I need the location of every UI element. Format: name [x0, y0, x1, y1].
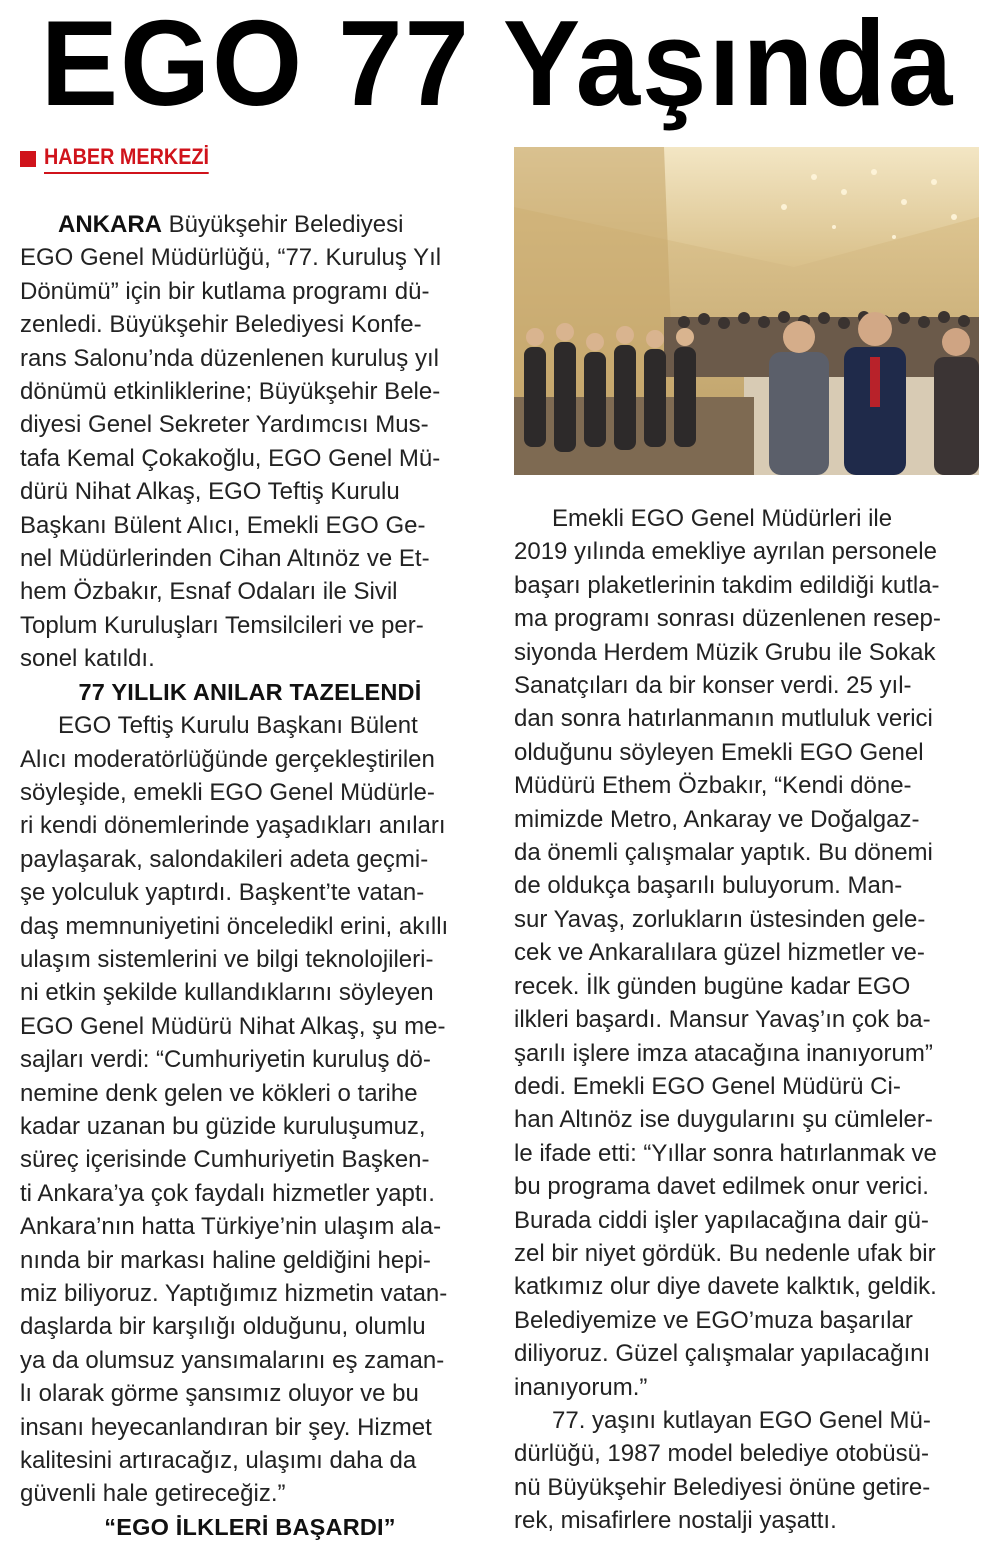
- text-line: ulaşım sistemlerini ve bilgi teknolojileri-: [20, 945, 434, 973]
- subheading-ilkleri: “EGO İLKLERİ BAŞARDI”: [104, 1513, 396, 1540]
- text-line: olduğunu söyleyen Emekli EGO Genel: [514, 738, 924, 766]
- text-line: miz biliyoruz. Yaptığımız hizmetin vatan-: [20, 1280, 448, 1307]
- text-line: Müdürü Ethem Özbakır, “Kendi döne-: [514, 772, 912, 800]
- text-line: şarılı işlere imza atacağına inanıyorum”: [514, 1039, 933, 1067]
- text-line: Belediyemize ve EGO’muza başarılar: [514, 1306, 913, 1334]
- text-line: zenledi. Büyükşehir Belediyesi Konfe-: [20, 311, 422, 339]
- text-line: daş memnuniyetini önceledikl erini, akıllı: [20, 912, 449, 940]
- text-line: Burada ciddi işler yapılacağına dair gü-: [514, 1206, 929, 1234]
- text-line: tafa Kemal Çokakoğlu, EGO Genel Mü-: [20, 444, 441, 472]
- text-line: 2019 yılında emekliye ayrılan personele: [514, 538, 937, 566]
- paragraph-3-first-line: Emekli EGO Genel Müdürleri ile: [552, 505, 893, 532]
- text-line: lı olarak görme şansımız oluyor ve bu: [20, 1380, 419, 1408]
- text-line: ma programı sonrası düzenlenen resep-: [514, 605, 941, 633]
- text-line: hem Özbakır, Esnaf Odaları ile Sivil: [20, 578, 398, 606]
- subheading-anilar: 77 YILLIK ANILAR TAZELENDİ: [78, 678, 422, 705]
- lead-first-line-rest: Büyükşehir Belediyesi: [162, 211, 404, 238]
- paragraph-4: [514, 1437, 974, 1537]
- text-line: dönümü etkinliklerine; Büyükşehir Bele-: [20, 378, 441, 406]
- text-line: diliyoruz. Güzel çalışmalar yapılacağını: [514, 1340, 931, 1368]
- text-line: söyleşide, emekli EGO Genel Müdürle-: [20, 778, 435, 806]
- text-line: siyonda Herdem Müzik Grubu ile Sokak: [514, 638, 936, 666]
- text-line: güvenli hale getireceğiz.”: [20, 1480, 286, 1508]
- event-photo: [514, 147, 979, 475]
- text-line: recek. İlk günden bugüne kadar EGO: [514, 972, 911, 1000]
- text-line: dürü Nihat Alkaş, EGO Teftiş Kurulu: [20, 478, 400, 506]
- text-line: rek, misafirlere nostalji yaşattı.: [514, 1507, 837, 1535]
- text-line: da önemli çalışmalar yaptık. Bu dönemi: [514, 839, 933, 867]
- text-line: han Altınöz ise duygularını şu cümleler-: [514, 1106, 933, 1134]
- text-line: nü Büyükşehir Belediyesi önüne getire-: [514, 1473, 931, 1501]
- text-line: katkımız olur diye davete kalktık, geldik.: [514, 1273, 937, 1301]
- text-line: diyesi Genel Sekreter Yardımcısı Mus-: [20, 411, 429, 439]
- text-line: Dönümü” için bir kutlama programı dü-: [20, 277, 430, 305]
- section-square-icon: [20, 151, 36, 167]
- lead-first-line: [20, 208, 480, 241]
- text-line: başarı plaketlerinin takdim edildiği kutla-: [514, 571, 940, 599]
- paragraph-4-first-line: 77. yaşını kutlayan EGO Genel Mü-: [552, 1406, 931, 1434]
- text-line: zel bir niyet gördük. Bu nedenle ufak bir: [514, 1239, 936, 1267]
- text-line: ti Ankara’ya çok faydalı hizmetler yaptı.: [20, 1179, 435, 1207]
- paragraph-3: [514, 535, 974, 1404]
- text-line: şe yolculuk yaptırdı. Başkent’te vatan-: [20, 879, 425, 907]
- text-line: ilkleri başardı. Mansur Yavaş’ın çok ba-: [514, 1006, 931, 1034]
- text-line: sajları verdi: “Cumhuriyetin kuruluş dö-: [20, 1046, 431, 1074]
- text-line: insanı heyecanlandıran bir şey. Hizmet: [20, 1413, 432, 1441]
- section-label: HABER MERKEZİ: [44, 144, 209, 174]
- text-line: Başkanı Bülent Alıcı, Emekli EGO Ge-: [20, 511, 426, 539]
- section-tag: [20, 144, 227, 174]
- text-line: ni etkin şekilde kullandıklarını söyleyen: [20, 979, 434, 1007]
- paragraph-2: [20, 743, 480, 1511]
- text-line: sur Yavaş, zorlukların üstesinden gele-: [514, 905, 926, 933]
- text-line: daşlarda bir karşılığı olduğunu, olumlu: [20, 1313, 426, 1341]
- text-line: süreç içerisinde Cumhuriyetin Başken-: [20, 1146, 430, 1174]
- article-column-left: [20, 208, 480, 1544]
- text-line: inanıyorum.”: [514, 1373, 648, 1401]
- text-line: dedi. Emekli EGO Genel Müdürü Ci-: [514, 1072, 901, 1100]
- article-headline: EGO 77 Yaşında: [40, 0, 955, 131]
- text-line: cek ve Ankaralılara güzel hizmetler ve-: [514, 939, 925, 967]
- text-line: dan sonra hatırlanmanın mutluluk verici: [514, 705, 933, 733]
- text-line: kalitesini artıracağız, ulaşımı daha da: [20, 1447, 417, 1475]
- text-line: EGO Genel Müdürü Nihat Alkaş, şu me-: [20, 1012, 446, 1040]
- paragraph-2-first-line: EGO Teftiş Kurulu Başkanı Bülent: [58, 712, 418, 740]
- text-line: Alıcı moderatörlüğünde gerçekleştirilen: [20, 745, 435, 773]
- text-line: ri kendi dönemlerinde yaşadıkları anıları: [20, 812, 446, 840]
- text-line: dürlüğü, 1987 model belediye otobüsü-: [514, 1440, 929, 1468]
- text-line: nında bir markası haline geldiğini hepi-: [20, 1246, 431, 1274]
- text-line: Sanatçıları da bir konser verdi. 25 yıl-: [514, 672, 912, 700]
- text-line: sonel katıldı.: [20, 645, 155, 673]
- text-line: paylaşarak, salondakileri adeta geçmi-: [20, 845, 429, 873]
- text-line: Ankara’nın hatta Türkiye’nin ulaşım ala-: [20, 1213, 442, 1241]
- text-line: nemine denk gelen ve kökleri o tarihe: [20, 1079, 418, 1107]
- dateline: ANKARA: [58, 211, 162, 238]
- text-line: rans Salonu’nda düzenlenen kuruluş yıl: [20, 344, 439, 372]
- text-line: mimizde Metro, Ankaray ve Doğalgaz-: [514, 805, 920, 833]
- text-line: ya da olumsuz yansımalarını eş zaman-: [20, 1346, 445, 1374]
- text-line: EGO Genel Müdürlüğü, “77. Kuruluş Yıl: [20, 244, 442, 272]
- text-line: kadar uzanan bu güzide kuruluşumuz,: [20, 1112, 426, 1140]
- lead-paragraph: [20, 241, 480, 675]
- text-line: nel Müdürlerinden Cihan Altınöz ve Et-: [20, 545, 430, 573]
- text-line: bu programa davet edilmek onur verici.: [514, 1173, 929, 1201]
- text-line: Toplum Kuruluşları Temsilcileri ve per-: [20, 611, 424, 639]
- text-line: le ifade etti: “Yıllar sonra hatırlanmak ve: [514, 1139, 937, 1167]
- text-line: de oldukça başarılı buluyorum. Man-: [514, 872, 903, 900]
- article-column-right: [514, 502, 974, 1538]
